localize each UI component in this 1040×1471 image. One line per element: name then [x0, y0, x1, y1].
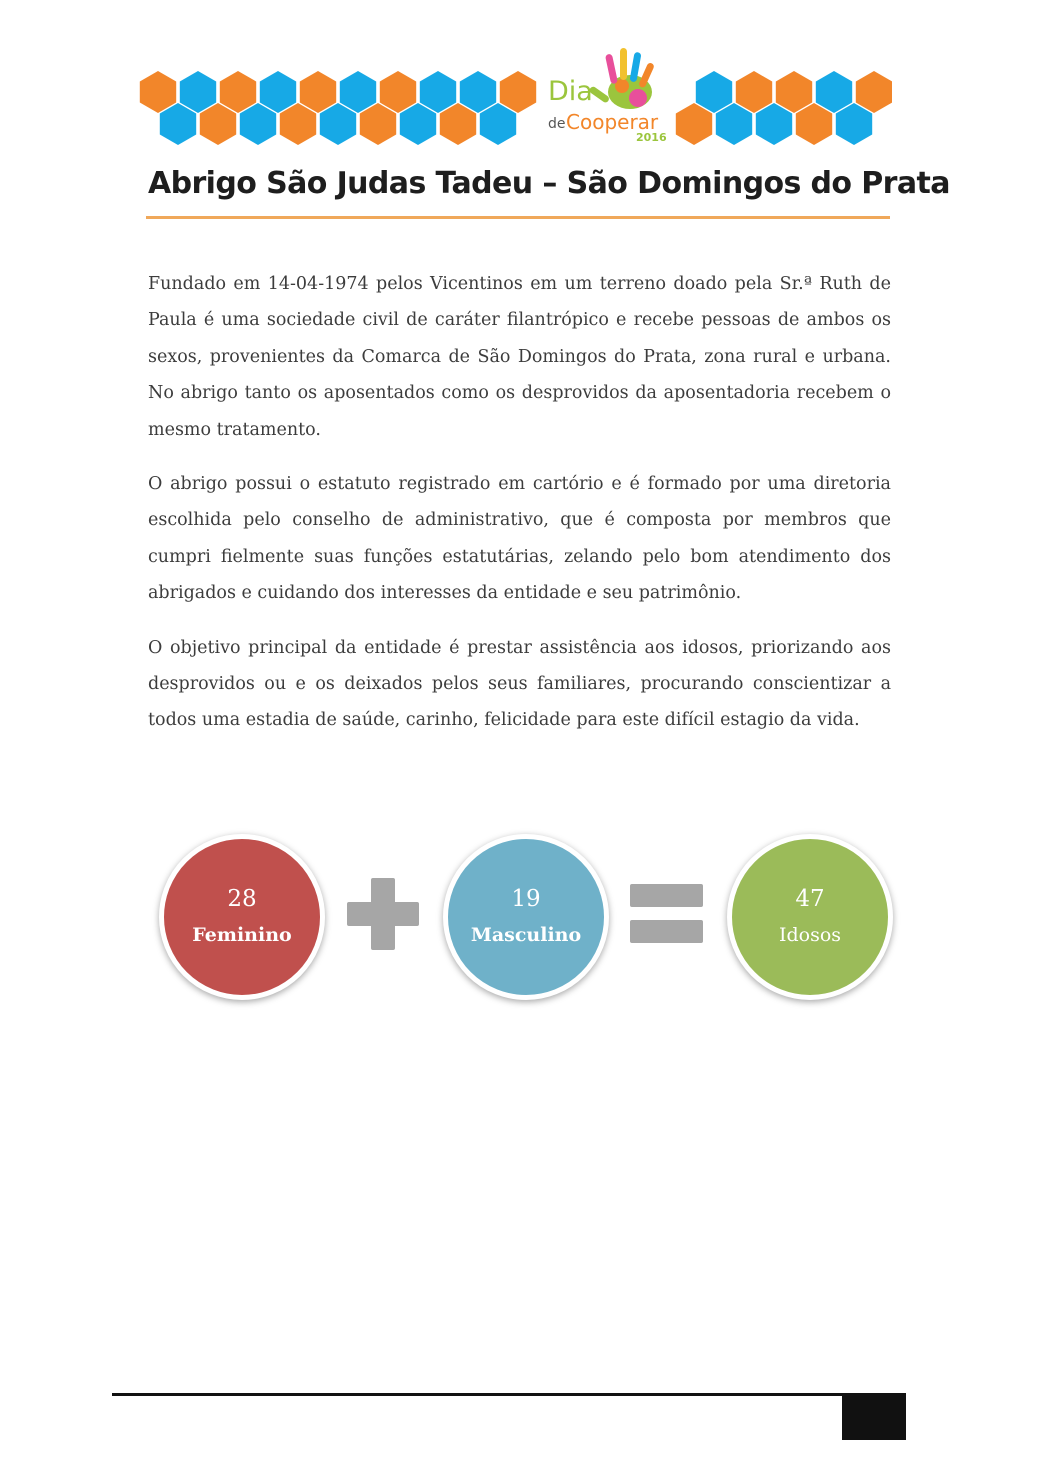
- footer-rule: [112, 1393, 906, 1396]
- male-count-label: Masculino: [470, 924, 582, 946]
- paragraph-objective: O objetivo principal da entidade é prestar assistência aos idosos, priorizando aos desprovidos ou e os deixados pelos seus familiares, procurando conscientizar a todos uma estadia de saúde, carinho, felicidade para este difícil estagio da vida.: [148, 637, 891, 731]
- plus-icon: [347, 878, 419, 950]
- colorful-hand-icon: [588, 48, 655, 109]
- page-number-box: [842, 1396, 906, 1440]
- paragraph-history: Fundado em 14-04-1974 pelos Vicentinos em um terreno doado pela Sr.ª Ruth de Paula é uma sociedade civil de caráter filantrópico e recebe pessoas de ambos os sexos, provenientes da Comarca de São Domingos do Prata, zona rural e urbana. No abrigo tanto os aposentados como os desprovidos da aposentadoria recebem o mesmo tratamento.: [148, 274, 891, 440]
- body-text: [148, 266, 891, 757]
- total-count-circle: [727, 834, 893, 1000]
- total-count-label: Idosos: [778, 924, 842, 946]
- male-count-value: 19: [511, 886, 541, 912]
- female-count-value: 28: [227, 886, 257, 912]
- logo-year: 2016: [636, 131, 667, 144]
- title-underline: [146, 216, 890, 219]
- banner-graphic: [138, 44, 892, 148]
- left-honeycomb-decoration: [140, 71, 536, 145]
- female-count-circle: [159, 834, 325, 1000]
- logo-word-de: de: [548, 116, 566, 132]
- logo-word-dia: Dia: [548, 76, 593, 107]
- paragraph-organization: O abrigo possui o estatuto registrado em cartório e é formado por uma diretoria escolhida pelo conselho de administrativo, que é composta por membros que cumpri fielmente suas funções estatutárias, zelando pelo bom atendimento dos abrigados e cuidando dos interesses da entidade e seu patrimônio.: [148, 474, 891, 604]
- dia-de-cooperar-banner: [138, 44, 892, 148]
- logo-word-cooperar: Cooperar: [566, 110, 659, 134]
- female-count-label: Feminino: [192, 924, 292, 946]
- male-count-circle: [443, 834, 609, 1000]
- equals-icon: [630, 884, 703, 944]
- page-title: Abrigo São Judas Tadeu – São Domingos do Prata: [148, 166, 950, 201]
- total-count-value: 47: [795, 886, 825, 912]
- right-honeycomb-decoration: [676, 71, 892, 145]
